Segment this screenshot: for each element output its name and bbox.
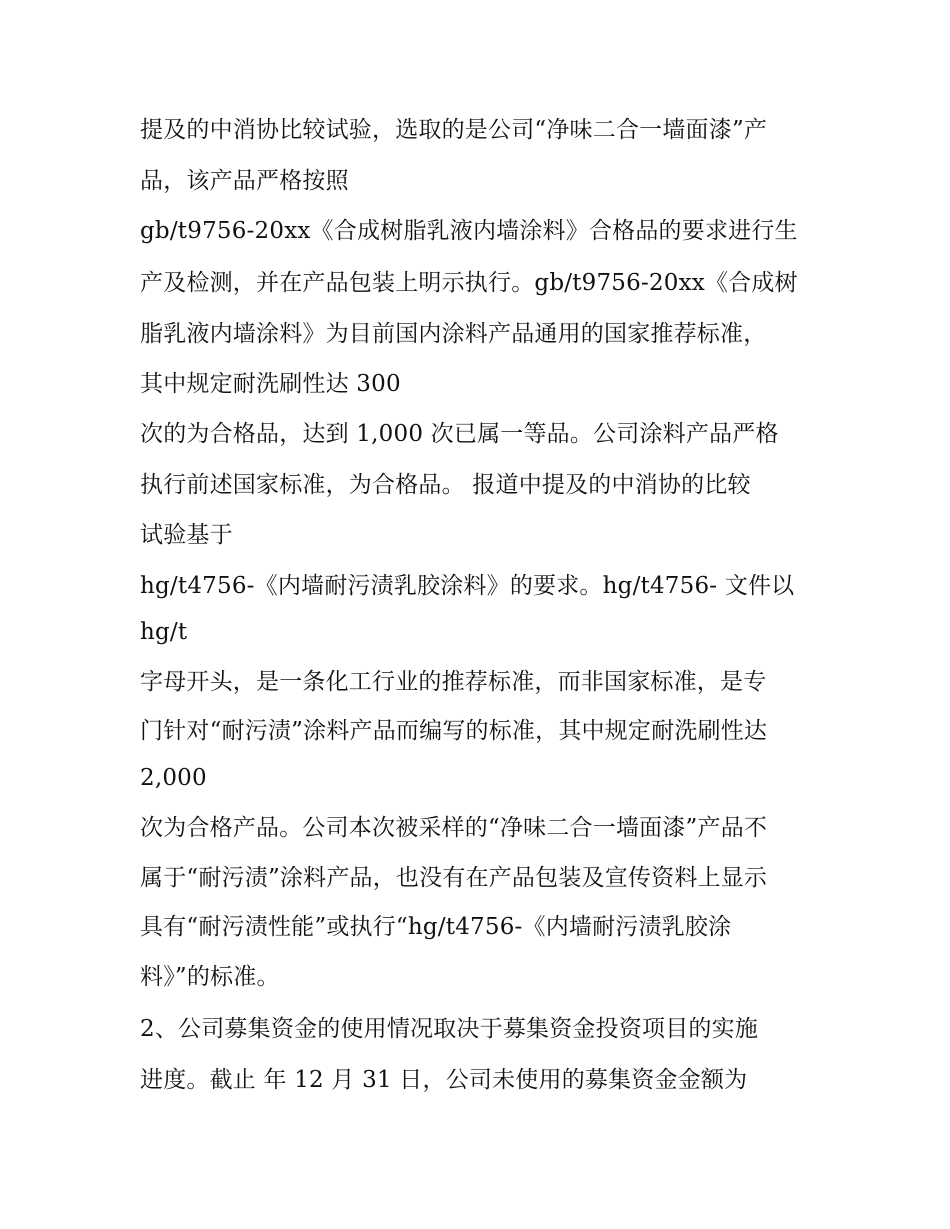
text-line: 品，该产品严格按照 [140,168,349,194]
text-line: hg/t [140,619,188,645]
text-line: 试验基于 [140,522,233,548]
text-line: 执行前述国家标准，为合格品。 报道中提及的中消协的比较 [140,472,751,498]
text-line: 次为合格产品。公司本次被采样的“净味二合一墙面漆”产品不 [140,815,768,841]
text-line: 2、公司募集资金的使用情况取决于募集资金投资项目的实施 [140,1016,759,1042]
text-line: hg/t4756-《内墙耐污渍乳胶涂料》的要求。hg/t4756- 文件以 [140,573,795,599]
text-line: 字母开头，是一条化工行业的推荐标准，而非国家标准，是专 [140,669,767,695]
text-line: 产及检测，并在产品包装上明示执行。gb/t9756-20xx《合成树 [140,270,798,296]
text-line: 料》”的标准。 [140,964,280,990]
text-line: gb/t9756-20xx《合成树脂乳液内墙涂料》合格品的要求进行生 [140,218,798,244]
text-line: 2,000 [140,765,207,791]
text-line: 具有“耐污渍性能”或执行“hg/t4756-《内墙耐污渍乳胶涂 [140,914,732,940]
text-line: 属于“耐污渍”涂料产品，也没有在产品包装及宣传资料上显示 [140,865,768,891]
text-line: 脂乳液内墙涂料》为目前国内涂料产品通用的国家推荐标准， [140,321,767,347]
text-line: 其中规定耐洗刷性达 300 [140,371,401,397]
text-line: 次的为合格品，达到 1,000 次已属一等品。公司涂料产品严格 [140,421,779,447]
text-line: 门针对“耐污渍”涂料产品而编写的标准，其中规定耐洗刷性达 [140,718,768,744]
text-line: 进度。截止 年 12 月 31 日，公司未使用的募集资金金额为 [140,1067,748,1093]
text-line: 提及的中消协比较试验，选取的是公司“净味二合一墙面漆”产 [140,117,768,143]
